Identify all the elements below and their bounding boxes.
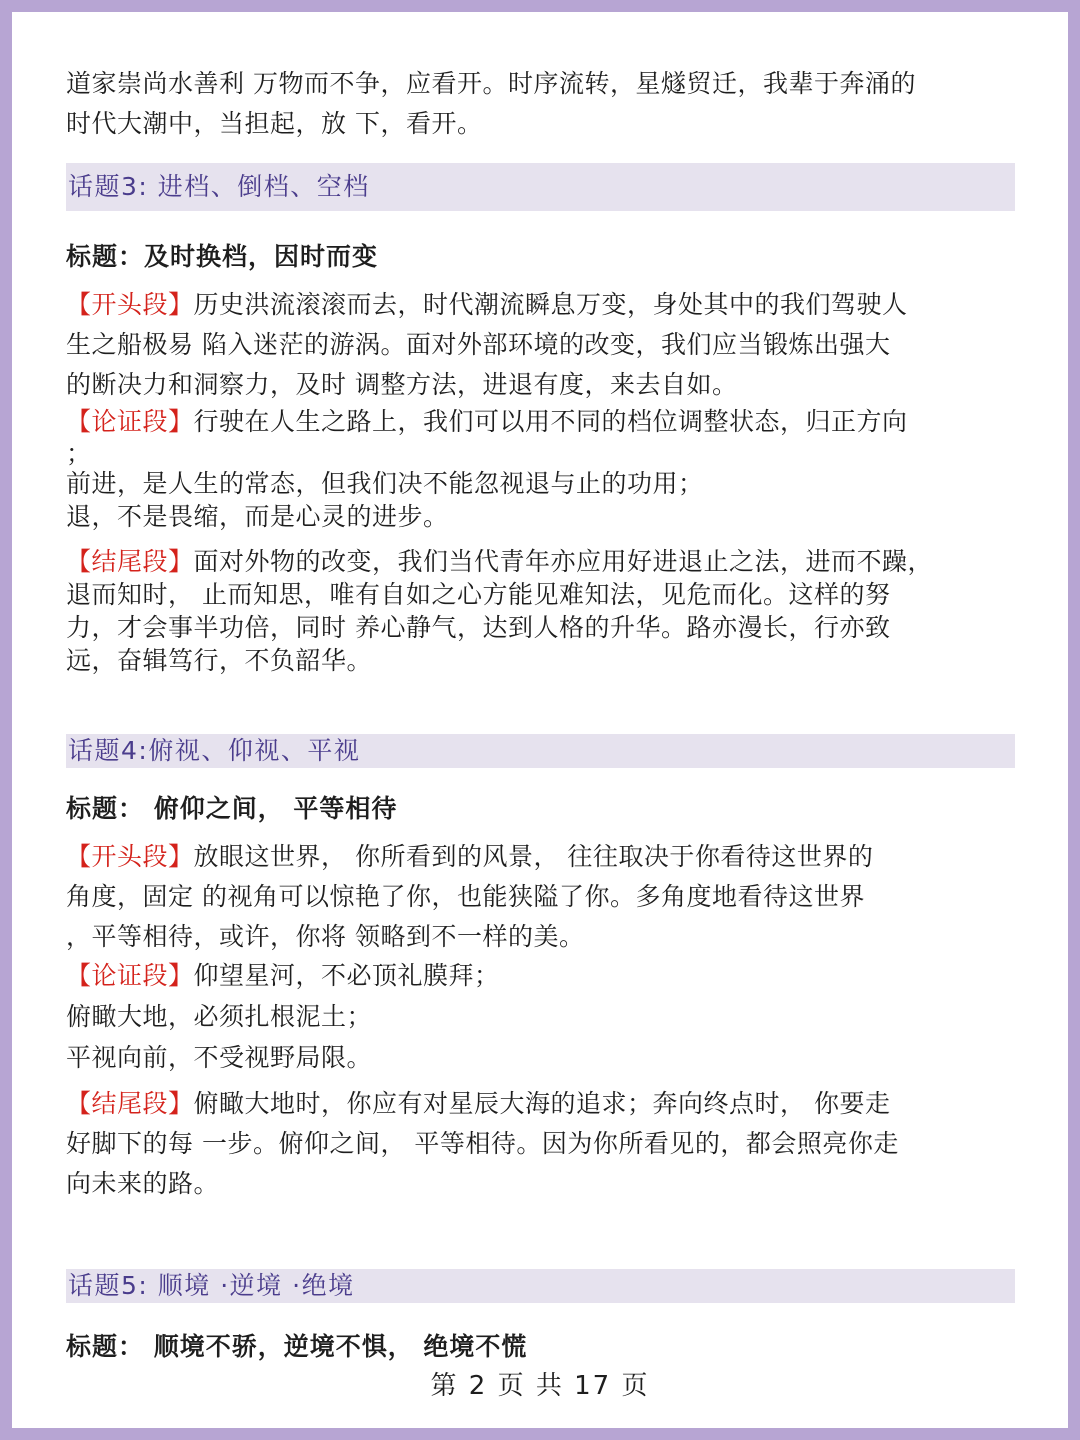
ending-text: 向未来的路。 bbox=[66, 1169, 220, 1198]
argument-text: ； bbox=[66, 439, 92, 468]
ending-text: 退而知时， 止而知思，唯有自如之心方能见难知法，见危而化。这样的努 bbox=[66, 580, 891, 609]
page-frame bbox=[12, 12, 1068, 1428]
topic4-opening bbox=[66, 837, 1010, 957]
topic3-title: 标题：及时换档，因时而变 bbox=[66, 242, 379, 271]
argument-text: 退，不是畏缩，而是心灵的进步。 bbox=[66, 502, 449, 531]
intro-paragraph bbox=[66, 64, 1010, 144]
opening-text: ，平等相待，或许，你将 领略到不一样的美。 bbox=[66, 922, 585, 951]
page-number: 第 2 页 共 17 页 bbox=[430, 1371, 650, 1401]
topic4-header: 话题4:俯视、仰视、平视 bbox=[66, 734, 1015, 768]
ending-tag: 【结尾段】 bbox=[66, 1089, 194, 1118]
argument-tag: 【论证段】 bbox=[66, 407, 194, 436]
opening-text: 放眼这世界， 你所看到的风景， 往往取决于你看待这世界的 bbox=[193, 842, 874, 871]
intro-line: 时代大潮中，当担起，放 下，看开。 bbox=[66, 109, 483, 138]
opening-text: 生之船极易 陷入迷茫的游涡。面对外部环境的改变，我们应当锻炼出强大 bbox=[66, 330, 891, 359]
topic3-argument bbox=[66, 403, 1010, 533]
argument-text: 前进，是人生的常态，但我们决不能忽视退与止的功用； bbox=[66, 469, 704, 498]
topic5-title: 标题： 顺境不骄，逆境不惧， 绝境不慌 bbox=[66, 1332, 528, 1361]
ending-text: 远，奋辑笃行，不负韶华。 bbox=[66, 646, 373, 675]
ending-text: 俯瞰大地时，你应有对星辰大海的追求；奔向终点时， 你要走 bbox=[193, 1089, 891, 1118]
topic4-argument bbox=[66, 955, 1010, 1078]
topic4-title: 标题： 俯仰之间， 平等相待 bbox=[66, 794, 398, 823]
topic3-header: 话题3: 进档、倒档、空档 bbox=[66, 163, 1015, 211]
topic5-header: 话题5: 顺境 ·逆境 ·绝境 bbox=[66, 1269, 1015, 1303]
argument-text: 平视向前，不受视野局限。 bbox=[66, 1043, 373, 1072]
ending-text: 面对外物的改变，我们当代青年亦应用好进退止之法，进而不躁， bbox=[193, 547, 934, 576]
opening-text: 角度，固定 的视角可以惊艳了你，也能狭隘了你。多角度地看待这世界 bbox=[66, 882, 865, 911]
topic3-opening bbox=[66, 285, 1010, 405]
argument-text: 仰望星河，不必顶礼膜拜； bbox=[193, 961, 500, 990]
ending-text: 好脚下的每 一步。俯仰之间， 平等相待。因为你所看见的，都会照亮你走 bbox=[66, 1129, 899, 1158]
ending-text: 力，才会事半功倍，同时 养心静气，达到人格的升华。路亦漫长，行亦致 bbox=[66, 613, 891, 642]
argument-text: 俯瞰大地，必须扎根泥土； bbox=[66, 1002, 373, 1031]
opening-tag: 【开头段】 bbox=[66, 842, 194, 871]
opening-tag: 【开头段】 bbox=[66, 290, 194, 319]
topic3-ending bbox=[66, 545, 1010, 677]
opening-text: 历史洪流滚滚而去，时代潮流瞬息万变，身处其中的我们驾驶人 bbox=[193, 290, 908, 319]
topic4-ending bbox=[66, 1084, 1010, 1204]
argument-tag: 【论证段】 bbox=[66, 961, 194, 990]
intro-line: 道家崇尚水善利 万物而不争，应看开。时序流转，星燧贸迁，我辈于奔涌的 bbox=[66, 69, 916, 98]
argument-text: 行驶在人生之路上，我们可以用不同的档位调整状态，归正方向 bbox=[193, 407, 908, 436]
opening-text: 的断决力和洞察力，及时 调整方法，进退有度，来去自如。 bbox=[66, 370, 738, 399]
ending-tag: 【结尾段】 bbox=[66, 547, 194, 576]
